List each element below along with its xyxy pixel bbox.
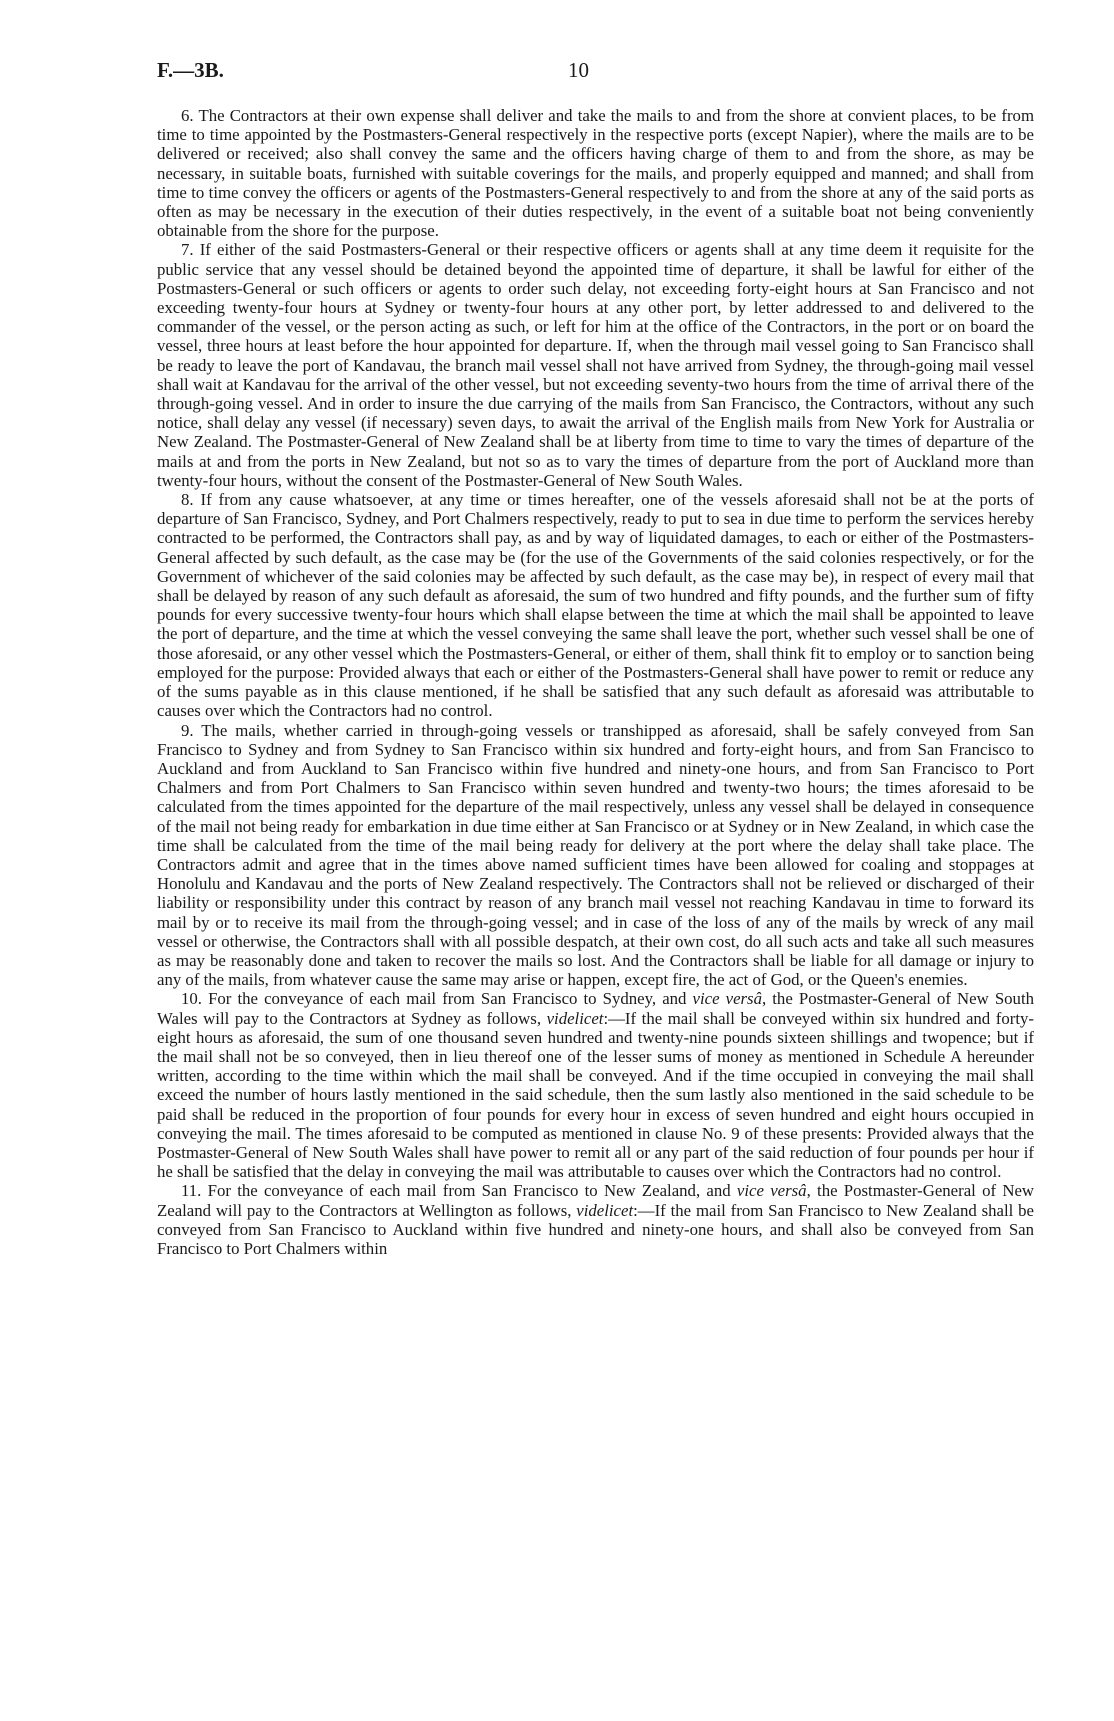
clause-6: 6. The Contractors at their own expense shall deliver and take the mails to and from the shore at convient places, to be from time to time appointed by the Postmasters-General respectively in the respective ports (except Napier), where the mails are to be delivered or received; also shall convey the same and the officers having charge of them to and from the shore, as may be necessary, in suitable boats, furnished with suitable coverings for the mails, and properly equipped and manned; and shall from time to time convey the officers or agents of the Postmasters-General respectively to and from the shore at any of the said ports as often as may be necessary in the execution of their duties respectively, in the event of a suitable boat not being conveniently obtainable from the shore for the purpose. (157, 106, 1034, 241)
clause-10-text-after: :—If the mail shall be conveyed within six hundred and forty-eight hours as aforesaid, the sum of one thousand seven hundred and twenty-nine pounds sixteen shillings and twopence; but if the mail shall not be so conveyed, then in lieu thereof one of the lesser sums of money as mentioned in Schedule A hereunder written, according to the time within which the mail shall be conveyed. And if the time occupied in conveying the mail shall exceed the number of hours lastly mentioned in the said schedule, then the sum lastly also mentioned in the said schedule to be paid shall be reduced in the proportion of four pounds for every hour in excess of seven hundred and eight hours occupied in conveying the mail. The times aforesaid to be computed as mentioned in clause No. 9 of these presents: Provided always that the Postmaster-General of New South Wales shall have power to remit all or any part of the said reduction of four pounds per hour if he shall be satisfied that the delay in conveying the mail was attributable to causes over which the Contractors had no control. (157, 1008, 1034, 1182)
clause-7: 7. If either of the said Postmasters-General or their respective officers or agents shall at any time deem it requisite for the public service that any vessel should be detained beyond the appointed time of departure, it shall be lawful for either of the Postmasters-General or such officers or agents to order such delay, not exceeding forty-eight hours at San Francisco and not exceeding twenty-four hours at Sydney or twenty-four hours at any other port, by letter addressed to and delivered to the commander of the vessel, or the person acting as such, or left for him at the office of the Contractors, in the port or on board the vessel, three hours at least before the hour appointed for departure. If, when the through mail vessel going to San Francisco shall be ready to leave the port of Kandavau, the branch mail vessel shall not have arrived from Sydney, the through-going mail vessel shall wait at Kandavau for the arrival of the other vessel, but not exceeding seventy-two hours from the time of arrival there of the through-going vessel. And in order to insure the due carrying of the mails from San Francisco, the Contractors, without any such notice, shall delay any vessel (if necessary) seven days, to await the arrival of the English mails from New York for Australia or New Zealand. The Postmaster-General of New Zealand shall be at liberty from time to time to vary the times of departure of the mails at and from the ports in New Zealand, but not so as to vary the times of departure from the port of Auckland more than twenty-four hours, without the consent of the Postmaster-General of New South Wales. (157, 240, 1034, 490)
clause-10 (157, 989, 1034, 1181)
clause-11-italic-videlicet: videlicet (576, 1200, 634, 1220)
document-reference: F.—3B. (157, 58, 224, 82)
document-body (157, 106, 1034, 1258)
clause-11-text-after: :—If the mail from San Francisco to New Zealand shall be conveyed from San Francisco to Auckland within five hundred and ninety-one hours, and shall also be conveyed from San Francisco to Port Chalmers within (157, 1200, 1034, 1258)
page-header (157, 58, 1034, 92)
clause-11-text-before: 11. For the conveyance of each mail from San Francisco to New Zealand, and (181, 1181, 737, 1201)
clause-11-text-middle: , the Postmaster-General of New Zealand will pay to the Contractors at Wellington as follows, (157, 1181, 1035, 1220)
clause-11-italic-vice-versa: vice versâ (736, 1181, 807, 1201)
clause-9: 9. The mails, whether carried in through-going vessels or transhipped as aforesaid, shall be safely conveyed from San Francisco to Sydney and from Sydney to San Francisco within six hundred and forty-eight hours, and from San Francisco to Auckland and from Auckland to San Francisco within five hundred and ninety-one hours, and from San Francisco to Port Chalmers and from Port Chalmers to San Francisco within seven hundred and twenty-two hours; the times aforesaid to be calculated from the times appointed for the departure of the mail respectively, unless any vessel shall be delayed in consequence of the mail not being ready for embarkation in due time either at San Francisco or at Sydney or in New Zealand, in which case the time shall be calculated from the time of the mail being ready for delivery at the port where the delay shall take place. The Contractors admit and agree that in the times above named sufficient times have been allowed for coaling and stoppages at Honolulu and Kandavau and the ports of New Zealand respectively. The Contractors shall not be relieved or discharged of their liability or responsibility under this contract by reason of any branch mail vessel not reaching Kandavau in time to forward its mail by or to receive its mail from the through-going vessel; and in case of the loss of any of the mails by wreck of any mail vessel or otherwise, the Contractors shall with all possible despatch, at their own cost, do all such acts and take all such measures as may be reasonably done and taken to recover the mails so lost. And the Contractors shall be liable for all damage or injury to any of the mails, from whatever cause the same may arise or happen, except fire, the act of God, or the Queen's enemies. (157, 720, 1034, 990)
page-number: 10 (568, 58, 589, 82)
clause-10-text-before: 10. For the conveyance of each mail from San Francisco to Sydney, and (181, 989, 693, 1009)
clause-8: 8. If from any cause whatsoever, at any time or times hereafter, one of the vessels aforesaid shall not be at the ports of departure of San Francisco, Sydney, and Port Chalmers respectively, ready to put to sea in due time to perform the services hereby contracted to be performed, the Contractors shall pay, as and by way of liquidated damages, to each or either of the Postmasters-General affected by such default, as the case may be (for the use of the Governments of the said colonies respectively, or for the Government of whichever of the said colonies may be affected by such default, as the case may be), in respect of every mail that shall be delayed by reason of any such default as aforesaid, the sum of two hundred and fifty pounds, and the further sum of fifty pounds for every successive twenty-four hours which shall elapse between the time at which the mail shall be appointed to leave the port of departure, and the time at which the vessel conveying the same shall leave the port, whether such vessel shall be one of those aforesaid, or any other vessel which the Postmasters-General, or either of them, shall think fit to employ or to sanction being employed for the purpose: Provided always that each or either of the Postmasters-General shall have power to remit or reduce any of the sums payable as in this clause mentioned, if he shall be satisfied that any such default as aforesaid was attributable to causes over which the Contractors had no control. (157, 490, 1034, 721)
clause-10-italic-vice-versa: vice versâ (692, 989, 762, 1009)
clause-10-italic-videlicet: videlicet (546, 1008, 604, 1028)
clause-10-text-middle: , the Postmaster-General of New South Wales will pay to the Contractors at Sydney as follows, (157, 989, 1034, 1028)
clause-11 (157, 1181, 1034, 1258)
